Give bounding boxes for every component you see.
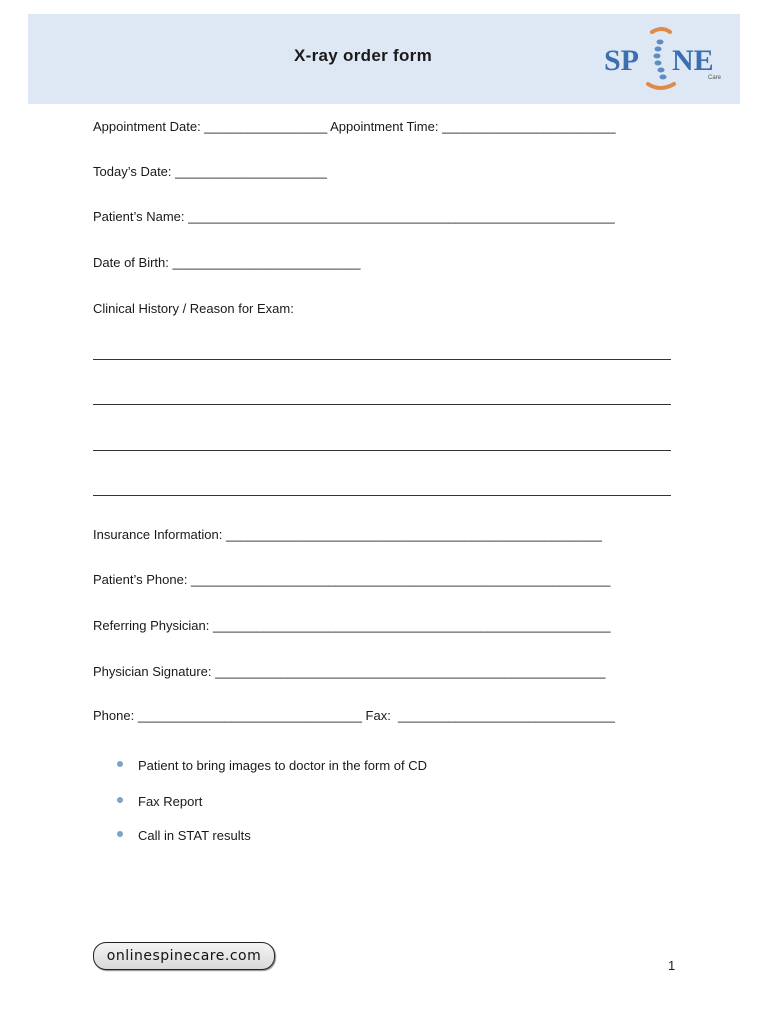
todays-date-field[interactable]: Today’s Date: _____________________ — [93, 164, 327, 179]
website-text: onlinespinecare.com — [106, 948, 262, 964]
option-label: Fax Report — [138, 794, 203, 809]
bullet-icon — [117, 761, 123, 767]
svg-text:SP: SP — [604, 44, 640, 77]
patient-name-field[interactable]: Patient’s Name: ___________________________________________________________ — [93, 209, 615, 224]
physician-signature-field[interactable]: Physician Signature: ______________________________________________________ — [93, 664, 606, 679]
option-label: Call in STAT results — [138, 828, 251, 843]
bullet-icon — [117, 831, 123, 837]
option-fax-report[interactable] — [117, 794, 202, 809]
svg-text:NE: NE — [672, 44, 714, 77]
date-of-birth-field[interactable]: Date of Birth: __________________________ — [93, 255, 361, 270]
page-header — [28, 14, 740, 104]
phone-fax-field[interactable]: Phone: _______________________________ Fax: ______________________________ — [93, 708, 615, 723]
clinical-history-line-3[interactable] — [93, 450, 671, 451]
clinical-history-line-1[interactable] — [93, 359, 671, 360]
website-badge — [93, 942, 275, 970]
page-number: 1 — [668, 958, 676, 973]
insurance-information-field[interactable]: Insurance Information: ____________________________________________________ — [93, 527, 602, 542]
option-stat-results[interactable] — [117, 828, 251, 843]
option-bring-images[interactable] — [117, 758, 427, 773]
option-label: Patient to bring images to doctor in the form of CD — [138, 758, 428, 773]
referring-physician-field[interactable]: Referring Physician: _______________________________________________________ — [93, 618, 611, 633]
spine-care-logo — [600, 24, 730, 94]
clinical-history-line-2[interactable] — [93, 404, 671, 405]
clinical-history-label: Clinical History / Reason for Exam: — [93, 301, 294, 316]
appointment-date-time-field[interactable]: Appointment Date: _________________ Appointment Time: ________________________ — [93, 119, 616, 134]
svg-text:Care: Care — [708, 75, 722, 81]
clinical-history-line-4[interactable] — [93, 495, 671, 496]
page-title: X-ray order form — [293, 46, 432, 65]
bullet-icon — [117, 797, 123, 803]
patient-phone-field[interactable]: Patient’s Phone: __________________________________________________________ — [93, 572, 611, 587]
